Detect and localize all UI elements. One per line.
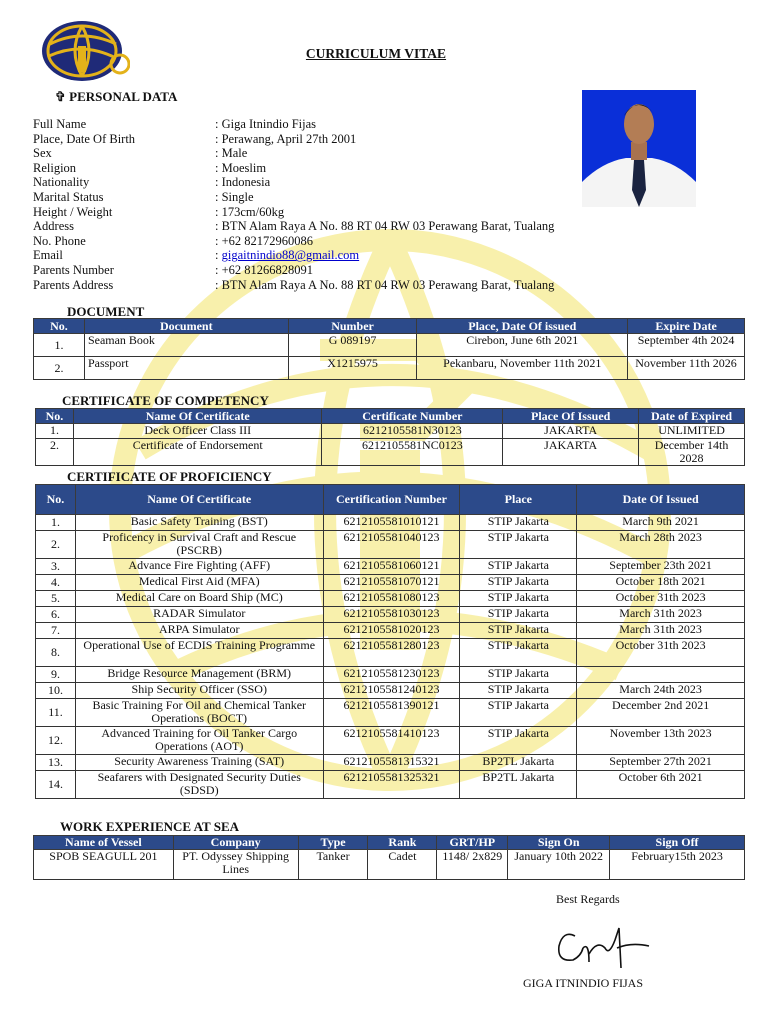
table-cell: 1. [36, 515, 76, 531]
personal-value: : 173cm/60kg [215, 204, 285, 219]
table-cell: STIP Jakarta [460, 727, 577, 755]
personal-value: : Perawang, April 27th 2001 [215, 131, 357, 146]
table-row [36, 531, 745, 559]
table-row [36, 591, 745, 607]
table-cell: BP2TL Jakarta [460, 755, 577, 771]
table-cell: Cadet [368, 850, 437, 880]
table-cell: JAKARTA [503, 424, 639, 439]
column-header: No. [36, 485, 76, 515]
table-cell: Operational Use of ECDIS Training Programme [75, 639, 323, 667]
table-cell: Advance Fire Fighting (AFF) [75, 559, 323, 575]
table-cell: BP2TL Jakarta [460, 771, 577, 799]
table-row [34, 357, 745, 380]
table-row [36, 727, 745, 755]
table-cell: Deck Officer Class III [73, 424, 322, 439]
table-cell: 6212105581315321 [323, 755, 460, 771]
table-cell: 4. [36, 575, 76, 591]
table-cell: 7. [36, 623, 76, 639]
table-cell: 6212105581020123 [323, 623, 460, 639]
table-cell [577, 667, 745, 683]
column-header: Certification Number [323, 485, 460, 515]
personal-value: : Giga Itnindio Fijas [215, 117, 317, 131]
column-header: GRT/HP [437, 836, 508, 850]
personal-label: No. Phone [33, 233, 86, 248]
personal-label: Religion [33, 160, 77, 175]
personal-value: : BTN Alam Raya A No. 88 RT 04 RW 03 Perawang Barat, Tualang [215, 277, 555, 292]
column-header: Sign On [508, 836, 610, 850]
table-cell: 2. [34, 357, 85, 380]
table-cell: 11. [36, 699, 76, 727]
table-cell: December 2nd 2021 [577, 699, 745, 727]
table-row [36, 639, 745, 667]
column-header: Place, Date Of issued [417, 319, 628, 334]
table-cell: 1. [36, 424, 74, 439]
proficiency-table [35, 484, 745, 799]
table-cell: 6212105581010121 [323, 515, 460, 531]
table-cell: STIP Jakarta [460, 623, 577, 639]
column-header: Date Of Issued [577, 485, 745, 515]
table-cell: September 27th 2021 [577, 755, 745, 771]
table-cell: Ship Security Officer (SSO) [75, 683, 323, 699]
personal-label: Email [33, 248, 63, 263]
table-cell: X1215975 [288, 357, 417, 380]
table-row [36, 424, 745, 439]
table-cell: 6212105581240123 [323, 683, 460, 699]
personal-label: Full Name [33, 117, 87, 131]
personal-label: Place, Date Of Birth [33, 131, 136, 146]
table-cell: 2. [36, 531, 76, 559]
table-cell: Medical First Aid (MFA) [75, 575, 323, 591]
table-row [36, 755, 745, 771]
table-cell: STIP Jakarta [460, 607, 577, 623]
personal-value: : Male [215, 146, 248, 161]
table-cell: STIP Jakarta [460, 531, 577, 559]
table-cell: 14. [36, 771, 76, 799]
signature-name: GIGA ITNINDIO FIJAS [523, 976, 643, 990]
table-cell: 6212105581390121 [323, 699, 460, 727]
table-cell: Medical Care on Board Ship (MC) [75, 591, 323, 607]
table-cell: Seaman Book [84, 334, 288, 357]
table-cell: March 31th 2023 [577, 607, 745, 623]
table-cell: September 23th 2021 [577, 559, 745, 575]
personal-value: : BTN Alam Raya A No. 88 RT 04 RW 03 Perawang Barat, Tualang [215, 219, 555, 234]
table-cell: October 31th 2023 [577, 639, 745, 667]
email-link[interactable]: gigaitnindio88@gmail.com [221, 248, 360, 263]
personal-label: Nationality [33, 175, 90, 190]
table-cell: Passport [84, 357, 288, 380]
personal-value: : +62 82172960086 [215, 233, 314, 248]
personal-value: : Indonesia [215, 175, 271, 190]
competency-heading: CERTIFICATE OF COMPETENCY [62, 393, 269, 408]
table-cell: Basic Training For Oil and Chemical Tanker Operations (BOCT) [75, 699, 323, 727]
personal-value: : gigaitnindio88@gmail.com [215, 248, 360, 263]
proficiency-heading: CERTIFICATE OF PROFICIENCY [67, 469, 272, 484]
table-cell: 6212105581N30123 [322, 424, 503, 439]
work-heading: WORK EXPERIENCE AT SEA [60, 819, 240, 834]
table-cell: JAKARTA [503, 439, 639, 466]
table-cell: STIP Jakarta [460, 639, 577, 667]
table-cell: SPOB SEAGULL 201 [34, 850, 174, 880]
table-cell: March 9th 2021 [577, 515, 745, 531]
table-cell: 6212105581030123 [323, 607, 460, 623]
table-row [36, 699, 745, 727]
table-cell: Pekanbaru, November 11th 2021 [417, 357, 628, 380]
column-header: Rank [368, 836, 437, 850]
table-cell: February15th 2023 [610, 850, 745, 880]
personal-value: : +62 81266828091 [215, 263, 314, 277]
table-cell: October 6th 2021 [577, 771, 745, 799]
personal-label: Sex [33, 146, 52, 161]
table-cell: March 24th 2023 [577, 683, 745, 699]
table-row [36, 575, 745, 591]
personal-value: : Moeslim [215, 160, 267, 175]
table-cell: STIP Jakarta [460, 699, 577, 727]
competency-table [35, 408, 745, 466]
document-table [33, 318, 745, 380]
column-header: Date of Expired [639, 409, 745, 424]
table-cell: PT. Odyssey Shipping Lines [173, 850, 298, 880]
table-row [36, 683, 745, 699]
table-cell: STIP Jakarta [460, 591, 577, 607]
column-header: No. [36, 409, 74, 424]
personal-data-heading: ✞ PERSONAL DATA [55, 89, 178, 104]
table-row [36, 771, 745, 799]
table-cell: September 4th 2024 [628, 334, 745, 357]
column-header: Sign Off [610, 836, 745, 850]
table-cell: 3. [36, 559, 76, 575]
table-cell: 6. [36, 607, 76, 623]
column-header: Type [298, 836, 368, 850]
cv-title: CURRICULUM VITAE [305, 46, 447, 61]
table-cell: Proficency in Survival Craft and Rescue (PSCRB) [75, 531, 323, 559]
table-cell: March 28th 2023 [577, 531, 745, 559]
document-heading: DOCUMENT [67, 304, 145, 319]
column-header: Document [84, 319, 288, 334]
table-cell: G 089197 [288, 334, 417, 357]
column-header: Certificate Number [322, 409, 503, 424]
table-cell: Bridge Resource Management (BRM) [75, 667, 323, 683]
table-cell: 6212105581080123 [323, 591, 460, 607]
table-cell: March 31th 2023 [577, 623, 745, 639]
table-cell: 8. [36, 639, 76, 667]
table-cell: Advanced Training for Oil Tanker Cargo Operations (AOT) [75, 727, 323, 755]
personal-label: Height / Weight [33, 204, 113, 219]
table-cell: 13. [36, 755, 76, 771]
table-cell: Basic Safety Training (BST) [75, 515, 323, 531]
table-cell: 6212105581060121 [323, 559, 460, 575]
table-cell: November 13th 2023 [577, 727, 745, 755]
table-cell: Seafarers with Designated Security Duties (SDSD) [75, 771, 323, 799]
table-cell: 9. [36, 667, 76, 683]
table-cell: STIP Jakarta [460, 683, 577, 699]
column-header: Expire Date [628, 319, 745, 334]
table-row [36, 607, 745, 623]
table-row [34, 850, 745, 880]
table-cell: 6212105581410123 [323, 727, 460, 755]
table-row [36, 515, 745, 531]
table-cell: 1. [34, 334, 85, 357]
table-cell: Cirebon, June 6th 2021 [417, 334, 628, 357]
column-header: Number [288, 319, 417, 334]
table-cell: ARPA Simulator [75, 623, 323, 639]
table-cell: October 31th 2023 [577, 591, 745, 607]
column-header: Name of Vessel [34, 836, 174, 850]
table-cell: November 11th 2026 [628, 357, 745, 380]
table-cell: 6212105581230123 [323, 667, 460, 683]
table-cell: 12. [36, 727, 76, 755]
column-header: Place Of Issued [503, 409, 639, 424]
personal-value: : Single [215, 190, 254, 204]
personal-label: Marital Status [33, 190, 104, 204]
table-cell: 6212105581040123 [323, 531, 460, 559]
column-header: Place [460, 485, 577, 515]
table-cell: Certificate of Endorsement [73, 439, 322, 466]
table-cell: Tanker [298, 850, 368, 880]
table-row [36, 623, 745, 639]
table-cell: 6212105581070121 [323, 575, 460, 591]
best-regards: Best Regards [556, 892, 620, 906]
signature-image [545, 918, 655, 978]
table-cell: 6212105581NC0123 [322, 439, 503, 466]
table-cell: 6212105581325321 [323, 771, 460, 799]
table-cell: December 14th 2028 [639, 439, 745, 466]
table-row [36, 559, 745, 575]
work-experience-table [33, 835, 745, 880]
table-cell: January 10th 2022 [508, 850, 610, 880]
column-header: Company [173, 836, 298, 850]
table-cell: 1148/ 2x829 [437, 850, 508, 880]
table-cell: October 18th 2021 [577, 575, 745, 591]
table-cell: UNLIMITED [639, 424, 745, 439]
personal-label: Parents Address [33, 277, 114, 292]
column-header: Name Of Certificate [75, 485, 323, 515]
profile-photo [582, 90, 696, 207]
table-cell: 5. [36, 591, 76, 607]
table-cell: STIP Jakarta [460, 667, 577, 683]
table-row [36, 667, 745, 683]
table-row [34, 334, 745, 357]
table-cell: 2. [36, 439, 74, 466]
personal-label: Parents Number [33, 263, 114, 277]
personal-label: Address [33, 219, 74, 234]
table-cell: 6212105581280123 [323, 639, 460, 667]
table-cell: 10. [36, 683, 76, 699]
table-cell: Security Awareness Training (SAT) [75, 755, 323, 771]
column-header: Name Of Certificate [73, 409, 322, 424]
column-header: No. [34, 319, 85, 334]
table-cell: STIP Jakarta [460, 515, 577, 531]
table-row [36, 439, 745, 466]
table-cell: RADAR Simulator [75, 607, 323, 623]
table-cell: STIP Jakarta [460, 575, 577, 591]
table-cell: STIP Jakarta [460, 559, 577, 575]
